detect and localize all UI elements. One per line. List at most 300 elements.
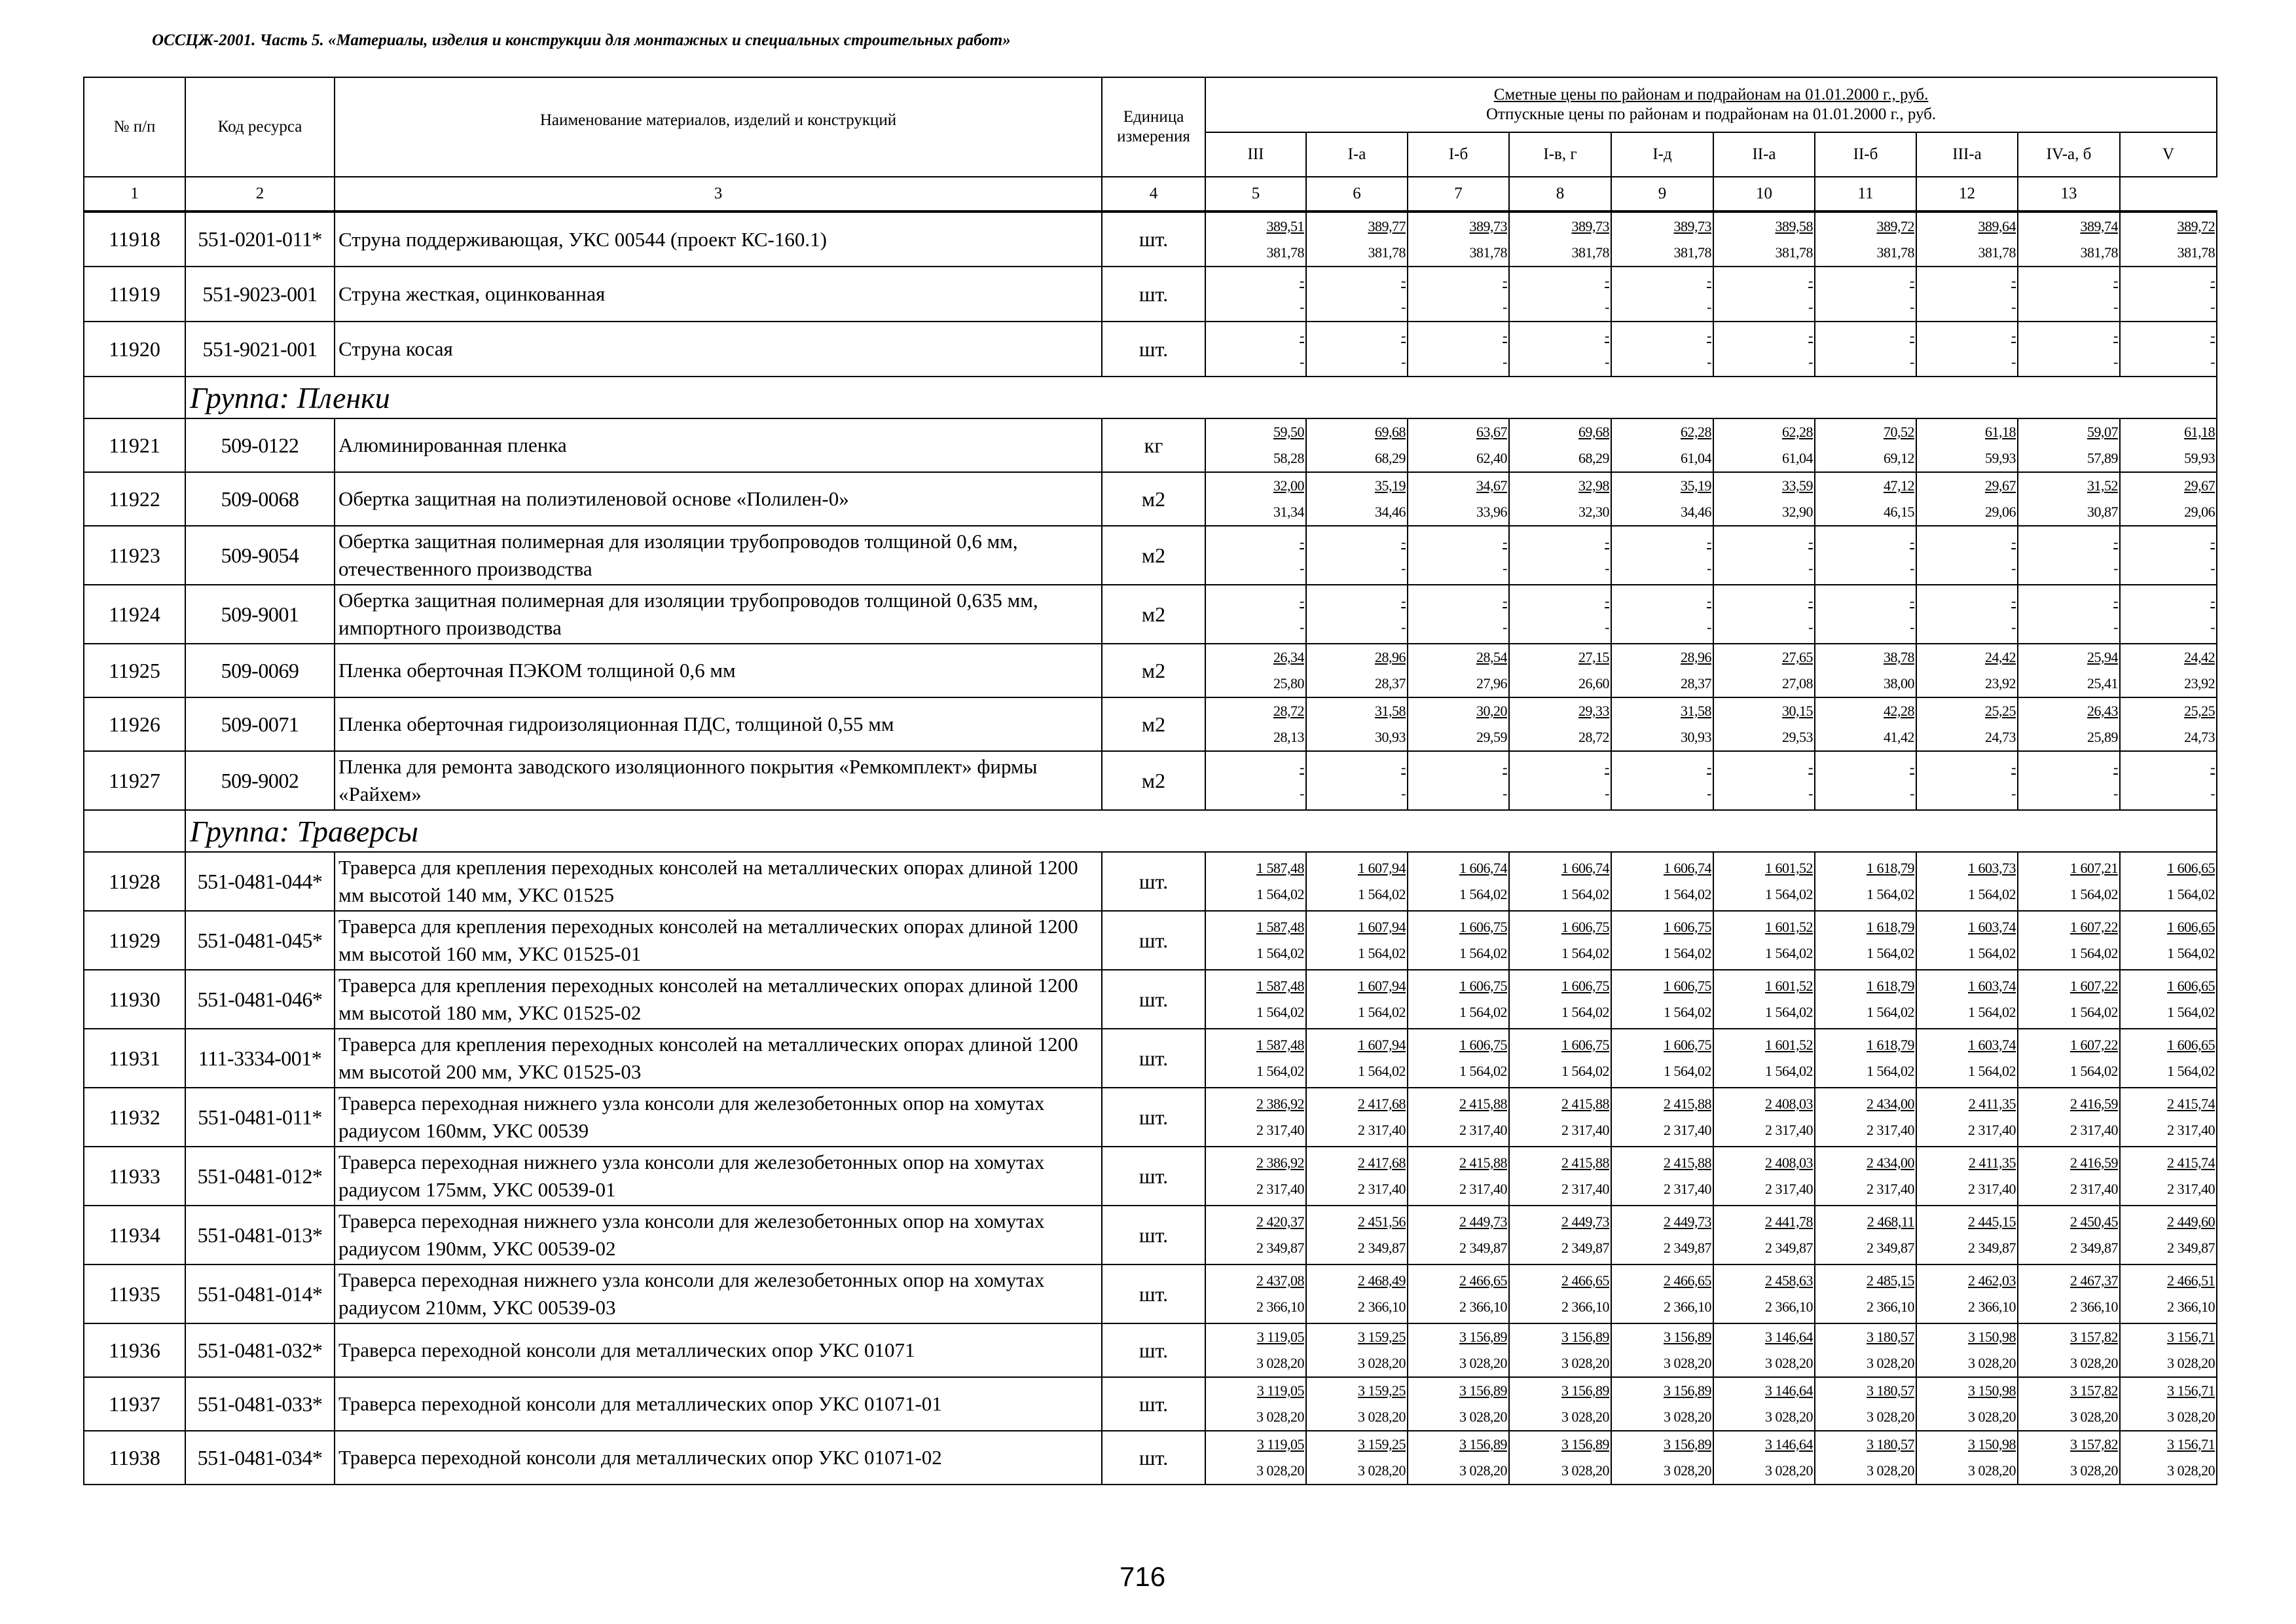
estimate-price: 25,94 [2087,649,2118,665]
material-name: Траверса для крепления переходных консолей на металлических опорах длиной 1200 мм высотой 180 мм, УКС 01525-02 [335,970,1102,1029]
price-cell [1713,212,1815,267]
estimate-price: 3 156,89 [1664,1382,1711,1399]
estimate-price: 59,07 [2087,424,2118,440]
price-cell [1713,472,1815,526]
price-cell [1306,418,1408,472]
price-cell [1306,751,1408,810]
unit: шт. [1102,852,1205,911]
price-cell [1713,1147,1815,1206]
estimate-price: 69,68 [1375,424,1406,440]
estimate-price: 25,25 [1985,703,2016,719]
release-price: 59,93 [1985,450,2016,466]
estimate-price: 3 159,25 [1358,1382,1406,1399]
estimate-price: 1 587,48 [1256,978,1304,994]
table-row [84,1323,2217,1377]
release-price: 2 317,40 [1968,1181,2016,1197]
price-cell [1611,526,1713,585]
release-price: 2 317,40 [1256,1122,1304,1138]
header-column-number: 8 [1509,177,1611,212]
release-price: 3 028,20 [1459,1355,1507,1371]
unit: м2 [1102,472,1205,526]
price-cell [2120,418,2217,472]
estimate-price: 2 415,88 [1561,1096,1609,1112]
estimate-price: 42,28 [1884,703,1914,719]
material-name: Обертка защитная полимерная для изоляции трубопроводов толщиной 0,635 мм, импортного производства [335,585,1102,644]
table-row [84,1431,2217,1485]
estimate-price: - [1300,593,1304,609]
estimate-price: 3 180,57 [1867,1329,1914,1345]
release-price: 381,78 [1978,244,2016,261]
estimate-price: 2 411,35 [1968,1154,2016,1171]
material-name: Траверса переходной консоли для металлических опор УКС 01071 [335,1323,1102,1377]
release-price: 28,37 [1681,675,1711,692]
price-cell [1713,1206,1815,1264]
resource-code: 551-9021-001 [185,322,335,377]
price-cell [2018,697,2120,751]
release-price: 381,78 [1775,244,1813,261]
estimate-price: 2 415,74 [2167,1096,2215,1112]
estimate-price: - [1910,759,1914,775]
row-number: 11920 [84,322,185,377]
estimate-price: 2 437,08 [1256,1272,1304,1289]
estimate-price: 1 606,74 [1459,860,1507,876]
price-cell [1408,1264,1509,1323]
price-cell [1713,526,1815,585]
price-cell [1205,1088,1306,1147]
release-price: - [1808,299,1813,315]
release-price: 1 564,02 [2167,886,2215,902]
release-price: 2 317,40 [1867,1122,1914,1138]
release-price: 2 349,87 [1867,1240,1914,1256]
release-price: 1 564,02 [1867,1063,1914,1079]
release-price: 3 028,20 [2167,1462,2215,1479]
price-cell [1408,472,1509,526]
price-cell [1306,472,1408,526]
price-cell [1713,267,1815,322]
price-cell [2018,970,2120,1029]
price-cell [1916,697,2018,751]
price-cell [1611,1147,1713,1206]
estimate-price: - [2011,327,2016,344]
release-price: 31,34 [1273,504,1304,520]
release-price: 2 317,40 [1561,1181,1609,1197]
estimate-price: 3 146,64 [1765,1382,1813,1399]
release-price: 3 028,20 [1561,1462,1609,1479]
price-cell [1916,1088,2018,1147]
price-cell [1713,911,1815,970]
row-number: 11926 [84,697,185,751]
release-price: 1 564,02 [2167,1004,2215,1020]
material-name: Пленка оберточная гидроизоляционная ПДС, толщиной 0,55 мм [335,697,1102,751]
release-price: 1 564,02 [1867,886,1914,902]
price-cell [1408,751,1509,810]
price-cell [1916,751,2018,810]
release-price: - [1707,354,1711,370]
material-name: Пленка для ремонта заводского изоляционного покрытия «Ремкомплект» фирмы «Райхем» [335,751,1102,810]
price-cell [1611,1206,1713,1264]
price-cell [1205,970,1306,1029]
release-price: 1 564,02 [1358,886,1406,902]
release-price: 3 028,20 [1968,1462,2016,1479]
estimate-price: 389,74 [2080,217,2118,234]
release-price: 3 028,20 [1256,1409,1304,1425]
release-price: 3 028,20 [1867,1462,1914,1479]
estimate-price: - [1910,593,1914,609]
release-price: 3 028,20 [1459,1462,1507,1479]
group-row [84,377,2217,418]
price-cell [1916,267,2018,322]
release-price: 2 366,10 [1867,1299,1914,1315]
header-column-number: 3 [335,177,1102,212]
price-cell [1916,1377,2018,1431]
estimate-price: 389,73 [1571,217,1609,234]
estimate-price: 2 466,65 [1664,1272,1711,1289]
estimate-price: 3 159,25 [1358,1329,1406,1345]
release-price: 1 564,02 [2070,1004,2118,1020]
release-price: 24,73 [2184,729,2215,745]
price-cell [1408,322,1509,377]
release-price: 1 564,02 [1459,945,1507,961]
release-price: 1 564,02 [1256,945,1304,961]
release-price: - [2210,299,2215,315]
price-cell [1408,970,1509,1029]
price-cell [2120,1323,2217,1377]
price-cell [2120,852,2217,911]
estimate-price: 2 411,35 [1968,1096,2016,1112]
unit: м2 [1102,697,1205,751]
estimate-price: 389,72 [2177,217,2215,234]
estimate-price: 2 449,73 [1459,1213,1507,1230]
estimate-price: 1 618,79 [1867,978,1914,994]
estimate-price: 3 150,98 [1968,1382,2016,1399]
row-number: 11918 [84,212,185,267]
estimate-price: 1 607,94 [1358,978,1406,994]
release-price: 3 028,20 [1765,1409,1813,1425]
release-price: 2 317,40 [1459,1181,1507,1197]
row-number: 11919 [84,267,185,322]
price-cell [1713,322,1815,377]
price-cell [2120,1088,2217,1147]
price-cell [1408,585,1509,644]
estimate-price: - [2113,327,2118,344]
estimate-price: 1 606,75 [1459,1037,1507,1053]
price-cell [1509,751,1611,810]
price-cell [1306,697,1408,751]
price-cell [1205,322,1306,377]
estimate-price: - [1707,534,1711,550]
price-cell [1916,644,2018,697]
table-row [84,1264,2217,1323]
release-price: - [1503,785,1507,802]
release-price: 68,29 [1375,450,1406,466]
estimate-price: 2 420,37 [1256,1213,1304,1230]
estimate-price: 1 606,65 [2167,1037,2215,1053]
estimate-price: 2 462,03 [1968,1272,2016,1289]
release-price: 3 028,20 [1561,1355,1609,1371]
group-row [84,810,2217,852]
release-price: - [2113,560,2118,576]
release-price: 1 564,02 [1968,1063,2016,1079]
release-price: - [1300,619,1304,635]
price-cell [1509,1377,1611,1431]
estimate-price: 69,68 [1578,424,1609,440]
row-number: 11933 [84,1147,185,1206]
price-cell [1815,418,1916,472]
estimate-price: 2 417,68 [1358,1096,1406,1112]
price-cell [1916,1206,2018,1264]
estimate-price: 3 156,89 [1459,1436,1507,1452]
price-cell [1611,1323,1713,1377]
resource-code: 509-0122 [185,418,335,472]
price-cell [1713,1264,1815,1323]
estimate-price: - [1605,272,1609,289]
estimate-price: - [1401,593,1406,609]
price-cell [1408,212,1509,267]
table-row [84,418,2217,472]
header-region: II-б [1815,132,1916,177]
release-price: - [2011,560,2016,576]
estimate-price: 1 607,22 [2070,919,2118,935]
price-cell [1306,212,1408,267]
price-cell [2018,322,2120,377]
estimate-price: 3 180,57 [1867,1436,1914,1452]
release-price: 1 564,02 [1256,1004,1304,1020]
price-cell [1611,418,1713,472]
row-number: 11934 [84,1206,185,1264]
release-price: - [1605,354,1609,370]
unit: шт. [1102,1029,1205,1088]
price-cell [2018,526,2120,585]
estimate-price: - [1503,759,1507,775]
header-price-title [1205,77,2217,132]
header-column-number: 12 [1916,177,2018,212]
release-price: 62,40 [1476,450,1507,466]
price-cell [1205,585,1306,644]
group-row-spacer [84,377,185,418]
release-price: 2 349,87 [1968,1240,2016,1256]
resource-code: 551-0481-033* [185,1377,335,1431]
table-row [84,472,2217,526]
release-price: 32,30 [1578,504,1609,520]
release-price: 1 564,02 [1561,1063,1609,1079]
row-number: 11932 [84,1088,185,1147]
resource-code: 509-9054 [185,526,335,585]
price-cell [1509,970,1611,1029]
price-cell [1205,852,1306,911]
estimate-price: 33,59 [1782,477,1813,494]
material-name: Алюминированная пленка [335,418,1102,472]
price-cell [2018,1147,2120,1206]
unit: шт. [1102,322,1205,377]
release-price: 24,73 [1985,729,2016,745]
header-column-number: 13 [2018,177,2120,212]
price-cell [1713,1029,1815,1088]
price-cell [1205,418,1306,472]
estimate-price: - [1605,327,1609,344]
estimate-price: 389,73 [1673,217,1711,234]
release-price: - [2011,299,2016,315]
price-cell [1815,751,1916,810]
price-cell [1205,1431,1306,1485]
estimate-price: 389,77 [1368,217,1406,234]
release-price: 1 564,02 [2070,1063,2118,1079]
estimate-price: - [1401,534,1406,550]
header-column-number: 11 [1815,177,1916,212]
estimate-price: 62,28 [1782,424,1813,440]
estimate-price: 2 434,00 [1867,1096,1914,1112]
price-cell [1611,644,1713,697]
release-price: 2 349,87 [1664,1240,1711,1256]
release-price: - [1300,785,1304,802]
release-price: - [1707,299,1711,315]
release-price: 2 317,40 [2167,1122,2215,1138]
group-title: Группа: Пленки [185,377,2217,418]
estimate-price: 2 441,78 [1765,1213,1813,1230]
unit: шт. [1102,212,1205,267]
estimate-price: - [1503,327,1507,344]
estimate-price: - [2210,272,2215,289]
table-row [84,970,2217,1029]
estimate-price: - [1503,593,1507,609]
price-cell [1509,1029,1611,1088]
release-price: - [2210,785,2215,802]
release-price: 29,06 [2184,504,2215,520]
release-price: 2 366,10 [1256,1299,1304,1315]
estimate-price: 2 485,15 [1867,1272,1914,1289]
release-price: - [1808,354,1813,370]
estimate-price: - [1300,759,1304,775]
release-price: 2 317,40 [1867,1181,1914,1197]
price-cell [1916,1323,2018,1377]
release-price: 32,90 [1782,504,1813,520]
header-resource-code: Код ресурса [185,77,335,177]
estimate-price: - [1401,327,1406,344]
estimate-price: 29,67 [1985,477,2016,494]
price-cell [1205,1206,1306,1264]
estimate-price: 2 445,15 [1968,1213,2016,1230]
price-cell [1815,322,1916,377]
price-cell [1611,1377,1713,1431]
price-cell [1916,472,2018,526]
release-price: 1 564,02 [1867,945,1914,961]
price-table [83,77,2217,1485]
release-price: 28,72 [1578,729,1609,745]
estimate-price: 1 606,74 [1561,860,1609,876]
release-price: - [2011,354,2016,370]
estimate-price: 1 603,74 [1968,1037,2016,1053]
release-price: 1 564,02 [1664,1063,1711,1079]
release-price: 2 317,40 [1256,1181,1304,1197]
release-price: - [1605,619,1609,635]
release-price: 3 028,20 [1664,1462,1711,1479]
material-name: Траверса переходной консоли для металлических опор УКС 01071-02 [335,1431,1102,1485]
price-cell [1713,970,1815,1029]
estimate-price: 2 416,59 [2070,1096,2118,1112]
release-price: 1 564,02 [1765,945,1813,961]
price-cell [1509,526,1611,585]
resource-code: 551-0481-014* [185,1264,335,1323]
release-price: 1 564,02 [1867,1004,1914,1020]
estimate-price: 3 159,25 [1358,1436,1406,1452]
estimate-price: 3 156,71 [2167,1382,2215,1399]
price-cell [1306,911,1408,970]
price-cell [1815,1431,1916,1485]
estimate-price: 3 157,82 [2070,1436,2118,1452]
table-row [84,212,2217,267]
header-region: III-а [1916,132,2018,177]
release-price: 3 028,20 [1358,1409,1406,1425]
price-cell [1916,322,2018,377]
estimate-price: 2 434,00 [1867,1154,1914,1171]
header-row-1 [84,77,2217,132]
release-price: 28,13 [1273,729,1304,745]
estimate-price: 1 587,48 [1256,1037,1304,1053]
header-estimate-title: Сметные цены по районам и подрайонам на 01.01.2000 г., руб. [1493,86,1929,103]
estimate-price: 2 466,65 [1561,1272,1609,1289]
release-price: 2 317,40 [2070,1122,2118,1138]
material-name: Траверса для крепления переходных консолей на металлических опорах длиной 1200 мм высотой 140 мм, УКС 01525 [335,852,1102,911]
unit: шт. [1102,1088,1205,1147]
price-cell [1205,267,1306,322]
table-row [84,585,2217,644]
estimate-price: 31,52 [2087,477,2118,494]
release-price: 2 317,40 [1968,1122,2016,1138]
price-cell [1306,1431,1408,1485]
price-cell [2018,267,2120,322]
estimate-price: - [1300,534,1304,550]
release-price: 2 317,40 [1765,1122,1813,1138]
price-cell [1306,970,1408,1029]
unit: кг [1102,418,1205,472]
price-cell [1815,697,1916,751]
release-price: 59,93 [2184,450,2215,466]
release-price: - [1605,299,1609,315]
release-price: - [1401,785,1406,802]
estimate-price: 1 587,48 [1256,860,1304,876]
release-price: - [1503,354,1507,370]
estimate-price: 26,43 [2087,703,2118,719]
price-cell [1306,1147,1408,1206]
release-price: 58,28 [1273,450,1304,466]
price-cell [2120,911,2217,970]
estimate-price: 2 449,73 [1561,1213,1609,1230]
price-cell [1509,852,1611,911]
price-cell [1815,1323,1916,1377]
release-price: 2 317,40 [1664,1181,1711,1197]
price-cell [1713,1377,1815,1431]
release-price: 1 564,02 [2167,945,2215,961]
release-price: 1 564,02 [1358,1063,1406,1079]
price-cell [1509,322,1611,377]
price-cell [1916,1147,2018,1206]
release-price: 68,29 [1578,450,1609,466]
estimate-price: - [1300,327,1304,344]
release-price: - [1910,560,1914,576]
estimate-price: 389,64 [1978,217,2016,234]
table-row [84,697,2217,751]
estimate-price: 1 606,75 [1459,919,1507,935]
price-cell [2120,472,2217,526]
estimate-price: 3 146,64 [1765,1329,1813,1345]
price-cell [1611,852,1713,911]
release-price: 2 349,87 [1765,1240,1813,1256]
row-number: 11924 [84,585,185,644]
price-cell [1611,1264,1713,1323]
price-cell [1713,697,1815,751]
price-cell [1611,970,1713,1029]
release-price: 2 317,40 [1561,1122,1609,1138]
release-price: 2 366,10 [2167,1299,2215,1315]
